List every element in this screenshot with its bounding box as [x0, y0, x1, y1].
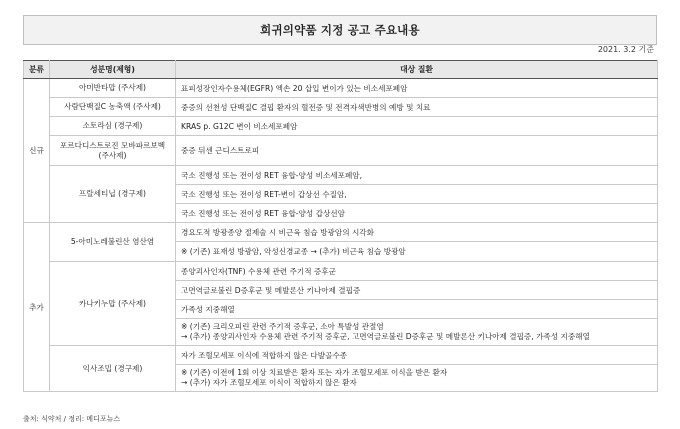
category-add: 추가 — [24, 223, 50, 392]
header-disease: 대상 질환 — [176, 61, 658, 79]
table-row — [24, 98, 658, 117]
drug-name — [50, 136, 176, 166]
drug-name: 프랄세티닙 (경구제) — [50, 166, 176, 223]
note-line: ※ (기존) 이전에 1회 이상 치료받은 환자 또는 자가 조혈모세포 이식을 받은 환자 — [181, 368, 448, 377]
drug-name: 익사조밉 (경구제) — [50, 346, 176, 392]
note-text — [176, 365, 658, 392]
note-text — [176, 319, 658, 346]
category-new: 신규 — [24, 79, 50, 223]
drug-name: 소토라심 (경구제) — [50, 117, 176, 136]
note-line: → (추가) 자가 조혈모세포 이식이 적합하지 않은 환자 — [181, 378, 357, 387]
source-note: 출처: 식약처 / 정리: 메디포뉴스 — [23, 415, 121, 423]
drug-name: 카나키누맙 (주사제) — [50, 262, 176, 346]
note-line: ※ (기존) 크리오피린 관련 주기적 증후군, 소아 특발성 관절염 — [181, 322, 384, 331]
disease-text: 국소 진행성 또는 전이성 RET 융합-양성 비소세포폐암, — [176, 166, 658, 185]
table-row — [24, 223, 658, 242]
disease-text: 중증의 선천성 단백질C 결핍 환자의 혈전증 및 전격자색반병의 예방 및 치료 — [176, 98, 658, 117]
disease-text: 종양괴사인자(TNF) 수용체 관련 주기적 증후군 — [176, 262, 658, 281]
disease-text: 국소 진행성 또는 전이성 RET-변이 갑상선 수질암, — [176, 185, 658, 204]
disease-text: 가족성 지중해열 — [176, 300, 658, 319]
disease-text: 표피성장인자수용체(EGFR) 엑손 20 삽입 변이가 있는 비소세포폐암 — [176, 79, 658, 98]
drug-name: 5-아미노레불린산 염산염 — [50, 223, 176, 262]
reference-date: 2021. 3.2 기준 — [597, 45, 654, 54]
table-header-row — [24, 61, 658, 79]
disease-text: 국소 진행성 또는 전이성 RET 융합-양성 갑상선암 — [176, 204, 658, 223]
drug-name-line: 포르다디스트로진 모바파르보벡 — [59, 140, 166, 150]
disease-text: KRAS p. G12C 변이 비소세포폐암 — [176, 117, 658, 136]
drug-name-line: (주사제) — [98, 150, 127, 160]
header-category: 분류 — [24, 61, 50, 79]
table-row — [24, 262, 658, 281]
table-row — [24, 166, 658, 185]
header-ingredient: 성분명(제형) — [50, 61, 176, 79]
note-text: ※ (기존) 표재성 방광암, 악성신경교종 → (추가) 비근육 침습 방광암 — [176, 242, 658, 262]
drug-name: 아미반타맙 (주사제) — [50, 79, 176, 98]
orphan-drug-table — [23, 60, 658, 392]
disease-text: 고면역글로불린 D증후군 및 메발론산 키나아제 결핍증 — [176, 281, 658, 300]
disease-text: 중증 뒤센 근디스트로피 — [176, 136, 658, 166]
page-title: 희귀의약품 지정 공고 주요내용 — [23, 15, 657, 45]
disease-text: 경요도적 방광종양 절제술 시 비근육 침습 방광암의 시각화 — [176, 223, 658, 242]
table-row — [24, 79, 658, 98]
note-line: → (추가) 종양괴사인자 수용체 관련 주기적 증후군, 고면역글로불린 D증후군 및 메발론산 키나아제 결핍증, 가족성 지중해열 — [181, 332, 590, 341]
table-row — [24, 136, 658, 166]
table-row — [24, 346, 658, 365]
disease-text: 자가 조혈모세포 이식에 적합하지 않은 다발골수종 — [176, 346, 658, 365]
table-row — [24, 117, 658, 136]
drug-name: 사람단백질C 농축액 (주사제) — [50, 98, 176, 117]
